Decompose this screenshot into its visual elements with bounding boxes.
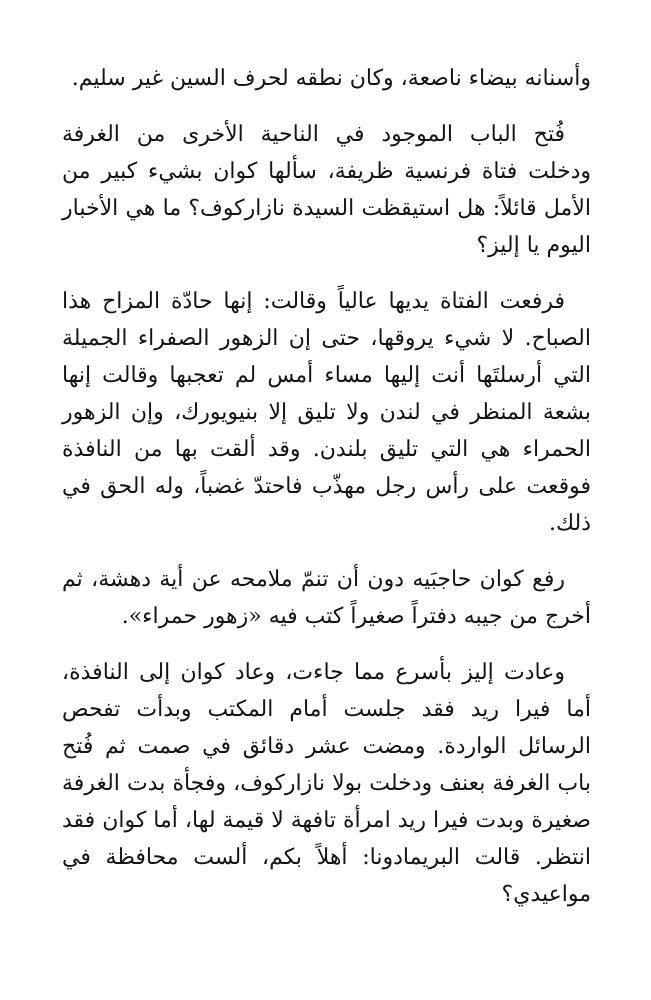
paragraph-5: وعادت إليز بأسرع مما جاءت، وعاد كوان إلى النافذة، أما فيرا ريد فقد جلست أمام المكتب وبدأت تفحص الرسائل الواردة. ومضت عشر دقائق في صمت ثم فُتح باب الغرفة بعنف ودخلت بولا نازاركوف، وفجأة بدت الغرفة صغيرة وبدت فيرا ريد امرأة تافهة لا قيمة لها، أما كوان فقد انتظر. قالت البريمادونا: أهلاً بكم، ألست محافظة في مواعيدي؟	[62, 660, 591, 907]
paragraph-1: وأسنانه بيضاء ناصعة، وكان نطقه لحرف السين غير سليم.	[71, 66, 591, 91]
paragraph-2: فُتح الباب الموجود في الناحية الأخرى من الغرفة ودخلت فتاة فرنسية ظريفة، سألها كوان بشيء كبير من الأمل قائلاً: هل استيقظت السيدة نازاركوف؟ ما هي الأخبار اليوم يا إليز؟	[62, 122, 591, 258]
paragraph-4: رفع كوان حاجبَيه دون أن تنمّ ملامحه عن أية دهشة، ثم أخرج من جيبه دفتراً صغيراً كتب فيه «زهور حمراء».	[62, 567, 591, 629]
paragraph-3: فرفعت الفتاة يديها عالياً وقالت: إنها حادّة المزاح هذا الصباح. لا شيء يروقها، حتى إن الزهور الصفراء الجميلة التي أرسلتَها أنت إليها مساء أمس لم تعجبها وقالت إنها بشعة المنظر في لندن ولا تليق إلا بنيويورك، وإن الزهور الحمراء هي التي تليق بلندن. وقد ألقت بها من النافذة فوقعت على رأس رجل مهذّب فاحتدّ غضباً، وله الحق في ذلك.	[62, 289, 592, 536]
